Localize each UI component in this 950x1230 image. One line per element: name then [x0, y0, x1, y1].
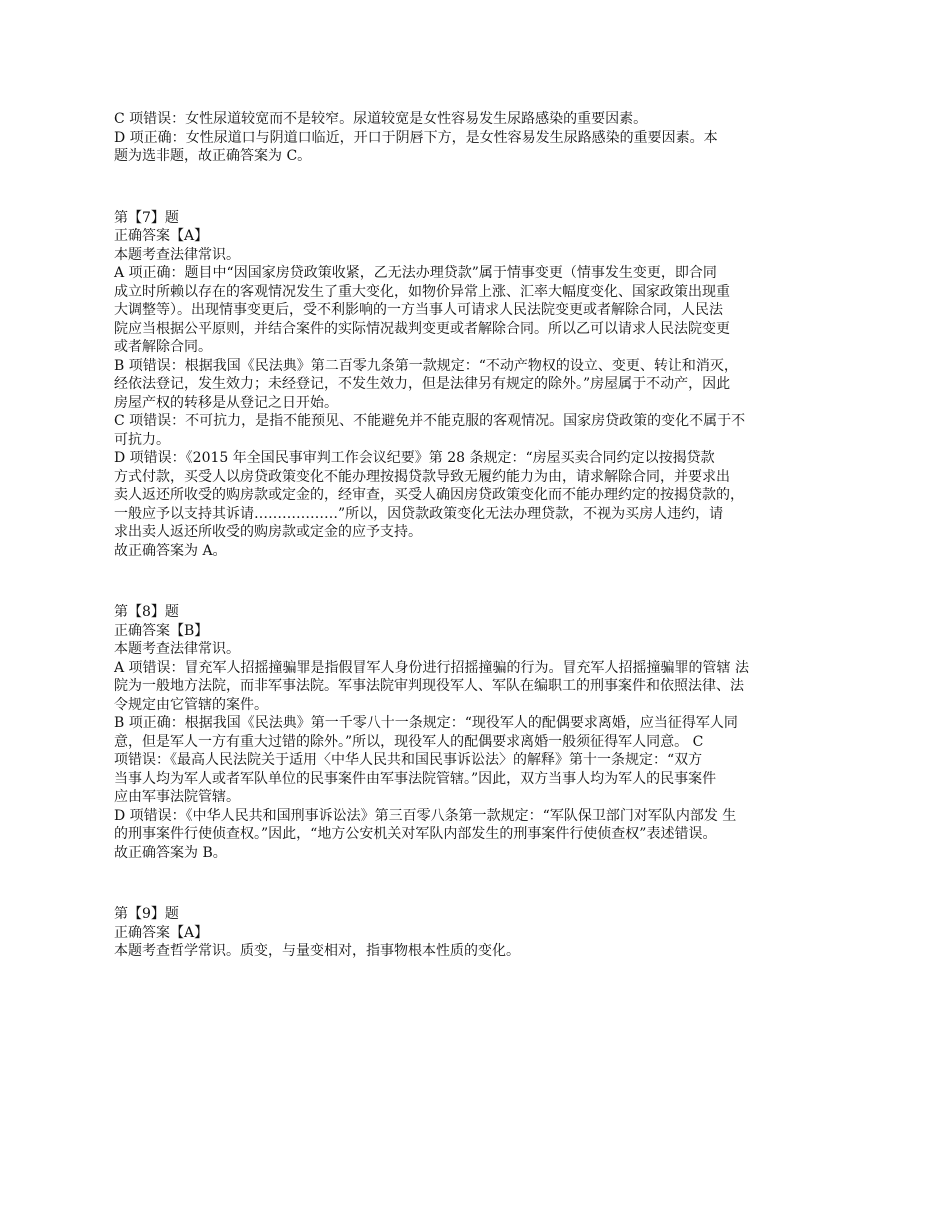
explanation-line: 当事人均为军人或者军队单位的民事案件由军事法院管辖。”因此，双方当事人均为军人的民事案件: [114, 770, 717, 787]
explanation-line: 卖人返还所收受的购房款或定金的，经审查，买受人确因房贷政策变化而不能办理约定的按揭贷款的，: [114, 487, 744, 503]
intro-line: C 项错误：女性尿道较宽而不是较窄。尿道较宽是女性容易发生尿路感染的重要因素。: [114, 111, 648, 127]
explanation-line: 经依法登记，发生效力；未经登记，不发生效力，但是法律另有规定的除外。”房屋属于不动产，因此: [114, 376, 731, 392]
explanation-line: 故正确答案为 A。: [114, 542, 227, 559]
intro-block: [114, 110, 854, 166]
answer-line: 正确答案【A】: [114, 924, 209, 941]
explanation-line: 的刑事案件行使侦查权。”因此，“地方公安机关对军队内部发生的刑事案件行使侦查权”表述错误。: [114, 826, 717, 842]
question-heading: 第【7】题: [114, 209, 179, 226]
explanation-line: 院为一般地方法院，而非军事法院。军事法院审判现役军人、军队在编职工的刑事案件和依照法律、法: [114, 678, 744, 694]
explanation-line: 令规定由它管辖的案件。: [114, 696, 268, 713]
explanation-line: A 项正确：题目中“因国家房贷政策收紧，乙无法办理贷款”属于情事变更（情事发生变更，即合同: [114, 265, 717, 281]
explanation-line: 院应当根据公平原则，并结合案件的实际情况裁判变更或者解除合同。所以乙可以请求人民法院变更: [114, 320, 730, 337]
explanation-line: 一般应予以支持其诉请………………”所以，因贷款政策变化无法办理贷款，不视为买房人违约，请: [114, 505, 724, 522]
question-heading: 第【9】题: [114, 906, 179, 922]
explanation-line: 求出卖人返还所收受的购房款或定金的应予支持。: [114, 524, 422, 540]
explanation-line: 或者解除合同。: [114, 339, 212, 355]
answer-line: 正确答案【A】: [114, 228, 209, 244]
explanation-line: 本题考查哲学常识。质变，与量变相对，指事物根本性质的变化。: [114, 943, 520, 959]
explanation-line: D 项错误：《中华人民共和国刑事诉讼法》第三百零八条第一款规定：“军队保卫部门对军队内部发 生: [114, 807, 737, 824]
explanation-line: 本题考查法律常识。: [114, 641, 240, 657]
explanation-line: B 项正确：根据我国《民法典》第一千零八十一条规定：“现役军人的配偶要求离婚，应当征得军人同: [114, 715, 738, 731]
intro-line: 题为选非题，故正确答案为 C。: [114, 148, 312, 164]
explanation-line: B 项错误：根据我国《民法典》第二百零九条第一款规定：“不动产物权的设立、变更、转让和消灭，: [114, 357, 738, 374]
answer-line: 正确答案【B】: [114, 622, 209, 639]
explanation-line: 故正确答案为 B。: [114, 844, 227, 861]
explanation-line: C 项错误：不可抗力，是指不能预见、不能避免并不能克服的客观情况。国家房贷政策的变化不属于不: [114, 413, 746, 429]
question-9: [114, 905, 854, 961]
explanation-line: 方式付款，买受人以房贷政策变化不能办理按揭贷款导致无履约能力为由，请求解除合同，并要求出: [114, 468, 730, 485]
explanation-line: 应由军事法院管辖。: [114, 789, 240, 805]
question-8: [114, 603, 854, 862]
question-7: [114, 209, 854, 561]
explanation-line: 项错误：《最高人民法院关于适用〈中华人民共和国民事诉讼法〉的解释》第十一条规定：“双方: [114, 752, 703, 768]
explanation-line: 大调整等）。出现情事变更后，受不利影响的一方当事人可请求人民法院变更或者解除合同，人民法: [114, 302, 723, 318]
explanation-line: D 项错误：《2015 年全国民事审判工作会议纪要》第 28 条规定：“房屋买卖合同约定以按揭贷款: [114, 450, 715, 466]
explanation-line: 本题考查法律常识。: [114, 246, 240, 263]
explanation-line: 成立时所赖以存在的客观情况发生了重大变化，如物价异常上涨、汇率大幅度变化、国家政策出现重: [114, 283, 730, 300]
document-page: [114, 110, 854, 961]
explanation-line: 房屋产权的转移是从登记之日开始。: [114, 394, 338, 411]
question-heading: 第【8】题: [114, 604, 179, 620]
explanation-line: 可抗力。: [114, 431, 170, 448]
explanation-line: A 项错误：冒充军人招摇撞骗罪是指假冒军人身份进行招摇撞骗的行为。冒充军人招摇撞骗罪的管辖 法: [114, 659, 750, 676]
explanation-line: 意，但是军人一方有重大过错的除外。”所以，现役军人的配偶要求离婚一般须征得军人同意。 C: [114, 733, 704, 750]
intro-line: D 项正确：女性尿道口与阴道口临近，开口于阴唇下方，是女性容易发生尿路感染的重要因素。本: [114, 129, 718, 146]
